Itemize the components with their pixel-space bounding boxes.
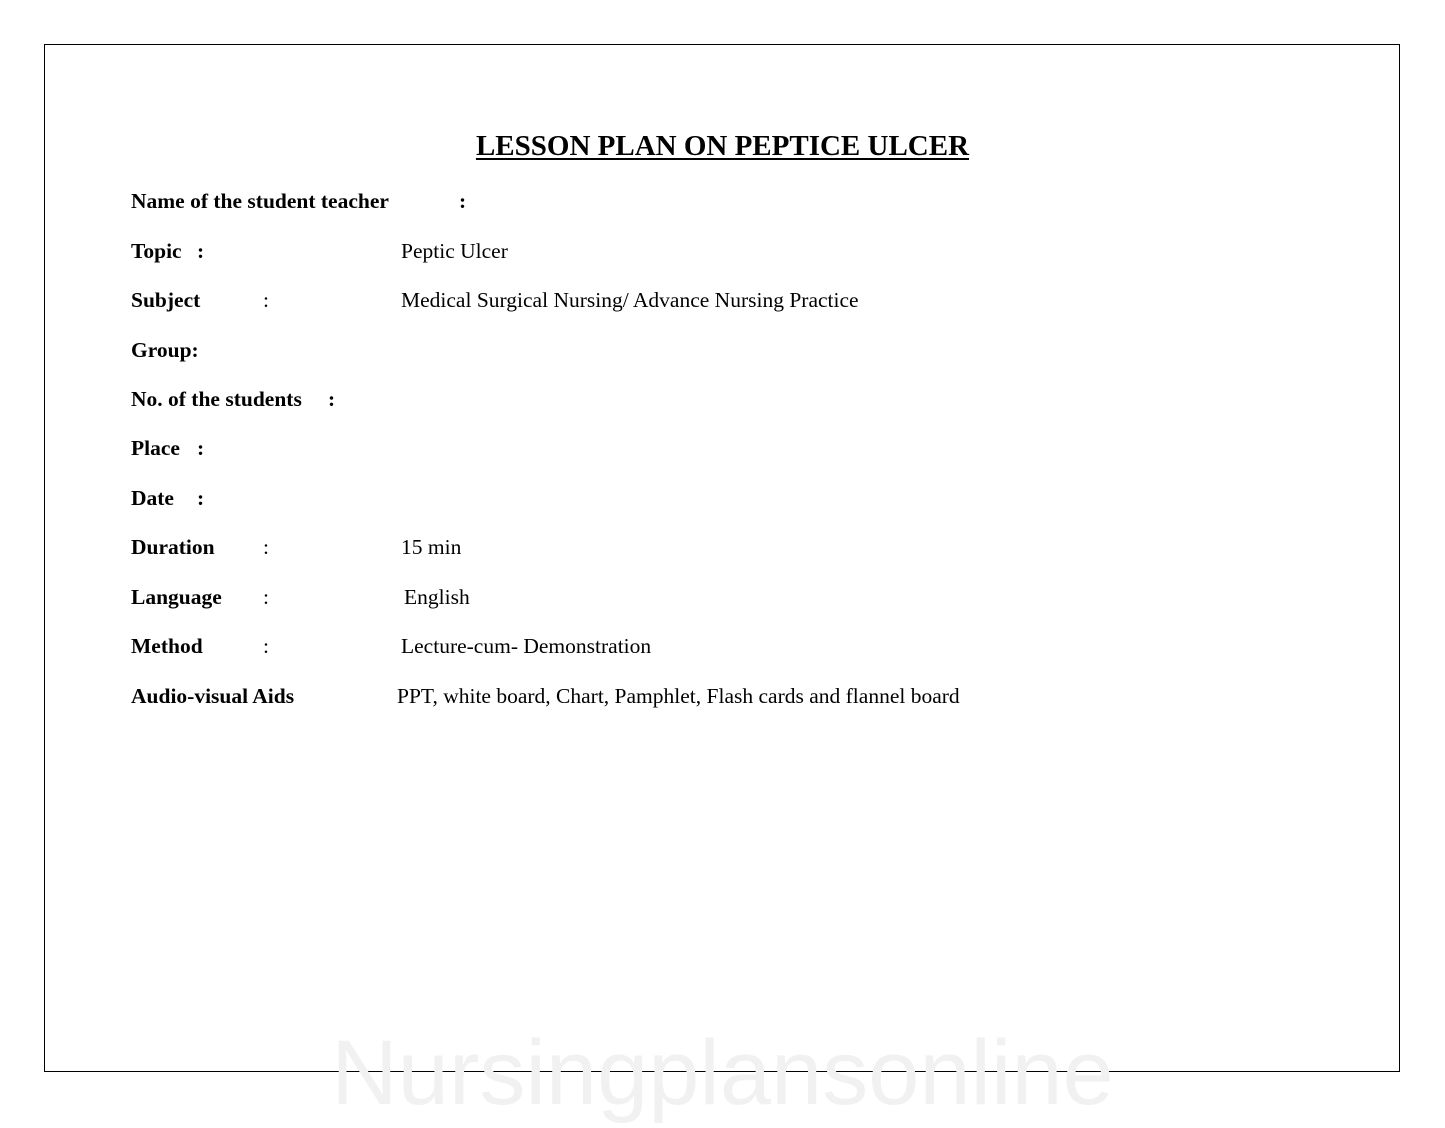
field-colon: : [459, 189, 467, 213]
field-label: No. of the students [131, 387, 302, 411]
field-label: Method [131, 634, 203, 658]
document-title: LESSON PLAN ON PEPTICE ULCER [475, 130, 970, 162]
field-colon: : [328, 387, 336, 411]
field-value: Peptic Ulcer [401, 239, 508, 263]
field-label: Group: [131, 338, 199, 362]
field-label: Subject [131, 288, 201, 312]
field-colon: : [263, 585, 269, 609]
field-label: Duration [131, 535, 215, 559]
field-value: Medical Surgical Nursing/ Advance Nursing Practice [401, 288, 859, 312]
field-value: English [404, 585, 470, 609]
field-colon: : [197, 239, 205, 263]
field-colon: : [263, 288, 269, 312]
field-colon: : [197, 436, 205, 460]
field-colon: : [263, 634, 269, 658]
field-label: Language [131, 585, 222, 609]
field-label: Place [131, 436, 180, 460]
field-label: Topic [131, 239, 182, 263]
watermark: Nursingplansonline [331, 1022, 1114, 1124]
field-value: Lecture-cum- Demonstration [401, 634, 652, 658]
field-colon: : [263, 535, 269, 559]
field-colon: : [197, 486, 205, 510]
field-value: PPT, white board, Chart, Pamphlet, Flash cards and flannel board [397, 684, 960, 708]
field-label: Name of the student teacher [131, 189, 389, 213]
field-label: Audio-visual Aids [131, 684, 295, 708]
field-label: Date [131, 486, 174, 510]
field-value: 15 min [401, 535, 462, 559]
